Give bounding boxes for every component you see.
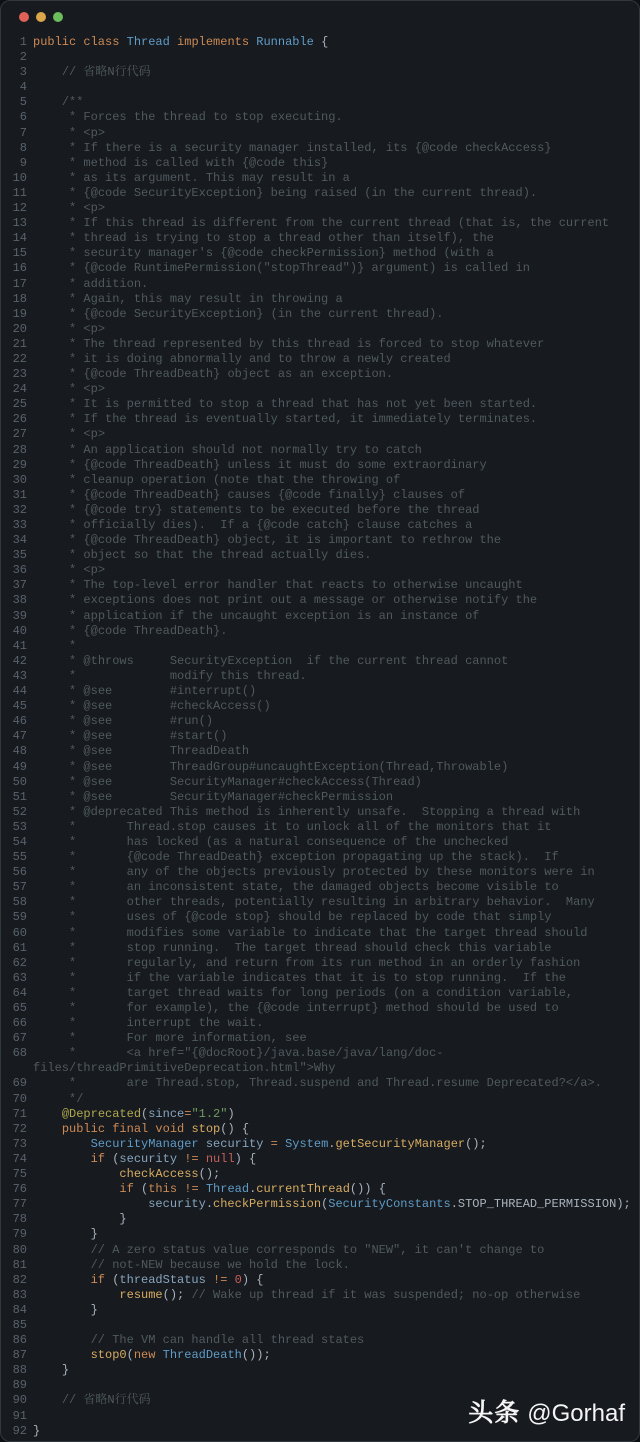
code-line[interactable] xyxy=(1,639,637,654)
code-text: * addition. xyxy=(33,276,149,291)
line-number: 91 xyxy=(12,1408,27,1423)
code-text: if (this != Thread.currentThread()) { xyxy=(119,1182,386,1197)
line-number: 70 xyxy=(12,1091,27,1106)
code-line[interactable] xyxy=(1,820,637,835)
code-line[interactable] xyxy=(1,35,637,50)
code-text: * {@code SecurityException} being raised (in the current thread). xyxy=(33,185,538,200)
code-line[interactable] xyxy=(1,1303,637,1318)
line-number: 25 xyxy=(12,397,27,412)
code-text: * Forces the thread to stop executing. xyxy=(33,110,343,125)
code-line[interactable] xyxy=(1,1363,637,1378)
code-line[interactable] xyxy=(1,593,637,608)
code-text: // 省略N行代码 xyxy=(33,65,151,80)
code-line[interactable] xyxy=(1,1107,637,1122)
code-text: * <p> xyxy=(33,563,106,578)
code-line[interactable] xyxy=(1,865,637,880)
line-number: 75 xyxy=(12,1167,27,1182)
code-text: * For more information, see xyxy=(33,1031,307,1046)
code-line[interactable] xyxy=(1,926,637,941)
maximize-button[interactable] xyxy=(53,12,63,22)
code-line[interactable] xyxy=(1,699,637,714)
code-text: * @see #checkAccess() xyxy=(33,699,271,714)
line-number: 2 xyxy=(19,50,27,65)
line-number: 3 xyxy=(19,65,27,80)
watermark xyxy=(468,1393,625,1429)
code-text: * any of the objects previously protected by these monitors were in xyxy=(33,865,595,880)
line-number: 85 xyxy=(12,1317,27,1332)
code-text: /** xyxy=(33,95,84,110)
code-text: * @throws SecurityException if the current thread cannot xyxy=(33,653,509,668)
line-number: 31 xyxy=(12,487,27,502)
code-text xyxy=(33,50,637,65)
line-number: 21 xyxy=(12,336,27,351)
line-number: 16 xyxy=(12,261,27,276)
line-number: 92 xyxy=(12,1423,27,1438)
code-line[interactable] xyxy=(1,156,637,171)
line-number: 67 xyxy=(12,1031,27,1046)
code-text: * An application should not normally try to catch xyxy=(33,442,422,457)
code-text: * @see #run() xyxy=(33,714,214,729)
line-number: 47 xyxy=(12,729,27,744)
code-text: * stop running. The target thread should check this variable xyxy=(33,940,552,955)
code-line[interactable] xyxy=(1,1152,637,1167)
line-number: 73 xyxy=(12,1136,27,1151)
line-number: 40 xyxy=(12,623,27,638)
line-number: 56 xyxy=(12,865,27,880)
code-line[interactable] xyxy=(1,292,637,307)
code-text: SecurityManager security = System.getSecurityManager(); xyxy=(90,1136,487,1151)
code-text: * @deprecated This method is inherently unsafe. Stopping a thread with xyxy=(33,804,581,819)
code-text: * <p> xyxy=(33,201,106,216)
code-text xyxy=(33,1318,637,1333)
code-line[interactable] xyxy=(1,1212,637,1227)
code-text: * exceptions does not print out a message or otherwise notify the xyxy=(33,593,538,608)
line-number: 39 xyxy=(12,608,27,623)
line-number: 17 xyxy=(12,276,27,291)
code-line[interactable] xyxy=(1,1197,637,1212)
line-number: 36 xyxy=(12,563,27,578)
watermark-handle: @Gorhaf xyxy=(527,1400,625,1427)
line-number: 54 xyxy=(12,834,27,849)
code-text: } xyxy=(33,1302,98,1317)
code-line[interactable] xyxy=(1,1348,637,1363)
code-line[interactable] xyxy=(1,775,637,790)
code-text: * modifies some variable to indicate that the target thread should xyxy=(33,925,588,940)
code-line[interactable] xyxy=(1,1092,637,1107)
code-text: * If there is a security manager installed, its {@code checkAccess} xyxy=(33,140,552,155)
code-text: if (security != null) { xyxy=(90,1151,257,1166)
line-number: 24 xyxy=(12,382,27,397)
line-number: 55 xyxy=(12,850,27,865)
code-line[interactable] xyxy=(1,1258,637,1273)
code-text: * {@code try} statements to be executed before the thread xyxy=(33,502,480,517)
code-text: */ xyxy=(33,1091,84,1106)
code-text: * interrupt the wait. xyxy=(33,1016,264,1031)
line-number: 50 xyxy=(12,774,27,789)
code-line[interactable] xyxy=(1,1227,637,1242)
code-text: * method is called with {@code this} xyxy=(33,155,329,170)
code-text: * {@code ThreadDeath} unless it must do some extraordinary xyxy=(33,457,487,472)
code-text: * If the thread is eventually started, it immediately terminates. xyxy=(33,412,538,427)
code-text: * {@code RuntimePermission("stopThread")} argument) is called in xyxy=(33,261,530,276)
code-text: // 省略N行代码 xyxy=(33,1393,151,1408)
code-text: * Thread.stop causes it to unlock all of the monitors that it xyxy=(33,819,552,834)
code-line[interactable] xyxy=(1,654,637,669)
code-line[interactable] xyxy=(1,518,637,533)
line-number: 41 xyxy=(12,638,27,653)
line-number: 83 xyxy=(12,1287,27,1302)
line-number: 81 xyxy=(12,1257,27,1272)
code-text: * {@code SecurityException} (in the current thread). xyxy=(33,306,444,321)
code-text: * it is doing abnormally and to throw a newly created xyxy=(33,351,451,366)
line-number: 79 xyxy=(12,1227,27,1242)
line-number: 69 xyxy=(12,1076,27,1091)
line-number: 65 xyxy=(12,1001,27,1015)
line-number: 86 xyxy=(12,1333,27,1348)
line-number: 6 xyxy=(19,110,27,125)
line-number: 71 xyxy=(12,1106,27,1121)
line-number: 14 xyxy=(12,231,27,246)
code-text xyxy=(33,80,637,95)
line-number: 84 xyxy=(12,1302,27,1317)
line-number: 59 xyxy=(12,910,27,925)
code-text: * other threads, potentially resulting in arbitrary behavior. Many xyxy=(33,895,595,910)
code-line[interactable] xyxy=(1,684,637,699)
code-line[interactable] xyxy=(1,412,637,427)
code-line[interactable] xyxy=(1,669,637,684)
close-button[interactable] xyxy=(19,12,29,22)
code-text: * {@code ThreadDeath} object as an exception. xyxy=(33,367,394,382)
code-line[interactable] xyxy=(1,1243,637,1258)
code-text: * @see #start() xyxy=(33,729,228,744)
line-number: 18 xyxy=(12,291,27,306)
line-number: 19 xyxy=(12,306,27,321)
code-line[interactable] xyxy=(1,261,637,276)
line-number: 29 xyxy=(12,457,27,472)
line-number: 62 xyxy=(12,955,27,970)
code-text: * The top-level error handler that reacts to otherwise uncaught xyxy=(33,578,523,593)
code-line[interactable] xyxy=(1,1001,637,1016)
line-number: 45 xyxy=(12,699,27,714)
line-number: 32 xyxy=(12,502,27,517)
code-line[interactable] xyxy=(1,201,637,216)
code-text: * <a href="{@docRoot}/java.base/java/lang/doc-files/threadPrimitiveDeprecation.html">Why xyxy=(33,1046,444,1076)
code-text: * {@code ThreadDeath}. xyxy=(33,623,228,638)
line-number: 33 xyxy=(12,518,27,532)
line-number: 52 xyxy=(12,804,27,819)
code-text: * security manager's {@code checkPermission} method (with a xyxy=(33,246,494,261)
code-text: * target thread waits for long periods (on a condition variable, xyxy=(33,985,574,1000)
code-text: * @see ThreadDeath xyxy=(33,744,250,759)
code-line[interactable] xyxy=(1,1288,637,1303)
code-line[interactable] xyxy=(1,624,637,639)
line-number: 26 xyxy=(12,412,27,427)
code-text: } xyxy=(33,1363,70,1378)
code-line[interactable] xyxy=(1,910,637,925)
code-line[interactable] xyxy=(1,1122,637,1137)
code-text: * as its argument. This may result in a xyxy=(33,170,350,185)
line-number: 23 xyxy=(12,367,27,382)
code-line[interactable] xyxy=(1,805,637,820)
line-number: 82 xyxy=(12,1272,27,1287)
code-line[interactable] xyxy=(1,729,637,744)
code-line[interactable] xyxy=(1,277,637,292)
line-number: 11 xyxy=(12,185,27,200)
code-text: } xyxy=(33,1212,127,1227)
line-number: 89 xyxy=(12,1378,27,1393)
code-text: * officially dies). If a {@code catch} clause catches a xyxy=(33,518,473,532)
code-line[interactable] xyxy=(1,1333,637,1348)
code-line[interactable] xyxy=(1,337,637,352)
code-text: * It is permitted to stop a thread that has not yet been started. xyxy=(33,397,538,412)
code-line[interactable] xyxy=(1,880,637,895)
line-number: 8 xyxy=(19,140,27,155)
line-number: 78 xyxy=(12,1212,27,1227)
line-number: 35 xyxy=(12,548,27,563)
line-number: 20 xyxy=(12,321,27,336)
code-text: * has locked (as a natural consequence of the unchecked xyxy=(33,834,509,849)
code-line[interactable] xyxy=(1,1046,637,1076)
line-number: 48 xyxy=(12,744,27,759)
code-text: * @see ThreadGroup#uncaughtException(Thread,Throwable) xyxy=(33,759,509,774)
line-number: 43 xyxy=(12,668,27,683)
code-line[interactable] xyxy=(1,171,637,186)
code-line[interactable] xyxy=(1,367,637,382)
code-text: } xyxy=(33,1227,98,1242)
code-text: * <p> xyxy=(33,125,106,140)
code-line[interactable] xyxy=(1,473,637,488)
code-text: * {@code ThreadDeath} causes {@code finally} clauses of xyxy=(33,487,466,502)
code-line[interactable] xyxy=(1,790,637,805)
line-number: 28 xyxy=(12,442,27,457)
code-text: * <p> xyxy=(33,321,106,336)
code-text: * cleanup operation (note that the throwing of xyxy=(33,472,401,487)
code-line[interactable] xyxy=(1,533,637,548)
line-number: 64 xyxy=(12,985,27,1000)
code-line[interactable] xyxy=(1,986,637,1001)
code-text: // A zero status value corresponds to "NEW", it can't change to xyxy=(33,1242,545,1257)
line-number: 90 xyxy=(12,1393,27,1408)
code-line[interactable] xyxy=(1,609,637,624)
code-line[interactable] xyxy=(1,1031,637,1046)
code-line[interactable] xyxy=(1,578,637,593)
line-number: 4 xyxy=(19,80,27,95)
code-line[interactable] xyxy=(1,1182,637,1197)
line-number: 44 xyxy=(12,684,27,699)
code-line[interactable] xyxy=(1,80,637,95)
code-text: stop0(new ThreadDeath()); xyxy=(90,1348,271,1363)
code-text: * for example), the {@code interrupt} method should be used to xyxy=(33,1001,559,1015)
code-line[interactable] xyxy=(1,216,637,231)
code-line[interactable] xyxy=(1,1076,637,1091)
code-line[interactable] xyxy=(1,458,637,473)
line-number: 74 xyxy=(12,1151,27,1166)
code-line[interactable] xyxy=(1,1137,637,1152)
code-text: * {@code ThreadDeath} object, it is important to rethrow the xyxy=(33,533,502,548)
line-number: 68 xyxy=(12,1046,27,1061)
code-line[interactable] xyxy=(1,95,637,110)
line-number: 66 xyxy=(12,1016,27,1031)
code-line[interactable] xyxy=(1,231,637,246)
code-text: * object so that the thread actually dies. xyxy=(33,548,372,563)
code-line[interactable] xyxy=(1,322,637,337)
line-number: 49 xyxy=(12,759,27,774)
line-number: 88 xyxy=(12,1363,27,1378)
code-text: * regularly, and return from its run method in an orderly fashion xyxy=(33,955,581,970)
code-line[interactable] xyxy=(1,1016,637,1031)
line-number: 37 xyxy=(12,578,27,593)
code-line[interactable] xyxy=(1,50,637,65)
code-text: * modify this thread. xyxy=(33,668,307,683)
code-line[interactable] xyxy=(1,488,637,503)
code-line[interactable] xyxy=(1,397,637,412)
line-number: 61 xyxy=(12,940,27,955)
code-text: * application if the uncaught exception is an instance of xyxy=(33,608,480,623)
code-line[interactable] xyxy=(1,835,637,850)
line-number: 42 xyxy=(12,653,27,668)
code-line[interactable] xyxy=(1,186,637,201)
code-text: @Deprecated(since="1.2") xyxy=(61,1106,235,1121)
code-line[interactable] xyxy=(1,744,637,759)
line-number: 10 xyxy=(12,170,27,185)
code-text: // not-NEW because we hold the lock. xyxy=(33,1257,350,1272)
code-text: * are Thread.stop, Thread.suspend and Thread.resume Deprecated?</a>. xyxy=(33,1076,602,1091)
line-number: 22 xyxy=(12,351,27,366)
code-line[interactable] xyxy=(1,760,637,775)
code-line[interactable] xyxy=(1,563,637,578)
code-line[interactable] xyxy=(1,1273,637,1288)
code-line[interactable] xyxy=(1,714,637,729)
code-text: * If this thread is different from the current thread (that is, the current xyxy=(33,216,610,231)
code-line[interactable] xyxy=(1,427,637,442)
line-number: 34 xyxy=(12,533,27,548)
line-number: 77 xyxy=(12,1197,27,1212)
code-line[interactable] xyxy=(1,307,637,322)
code-line[interactable] xyxy=(1,382,637,397)
code-line[interactable] xyxy=(1,126,637,141)
code-text: public final void stop() { xyxy=(61,1121,250,1136)
code-area[interactable] xyxy=(1,33,639,1439)
line-number: 5 xyxy=(19,95,27,110)
line-number: 7 xyxy=(19,125,27,140)
watermark-brand: 头条 xyxy=(468,1399,521,1427)
code-text: public class Thread implements Runnable { xyxy=(33,35,329,49)
code-line[interactable] xyxy=(1,1318,637,1333)
code-text: if (threadStatus != 0) { xyxy=(90,1272,264,1287)
line-number: 15 xyxy=(12,246,27,261)
line-number: 1 xyxy=(19,35,27,49)
line-number: 60 xyxy=(12,925,27,940)
line-number: 27 xyxy=(12,427,27,442)
line-number: 87 xyxy=(12,1348,27,1363)
code-text: // The VM can handle all thread states xyxy=(33,1333,365,1348)
code-line[interactable] xyxy=(1,503,637,518)
line-number: 30 xyxy=(12,472,27,487)
code-text: * {@code ThreadDeath} exception propagating up the stack). If xyxy=(33,850,559,865)
code-text: * Again, this may result in throwing a xyxy=(33,291,343,306)
code-text: * @see #interrupt() xyxy=(33,684,257,699)
line-number: 53 xyxy=(12,819,27,834)
code-line[interactable] xyxy=(1,1167,637,1182)
code-line[interactable] xyxy=(1,110,637,125)
code-line[interactable] xyxy=(1,443,637,458)
line-number: 80 xyxy=(12,1242,27,1257)
code-text: * if the variable indicates that it is to stop running. If the xyxy=(33,970,566,985)
line-number: 72 xyxy=(12,1121,27,1136)
code-text: * an inconsistent state, the damaged objects become visible to xyxy=(33,880,559,895)
code-text: security.checkPermission(SecurityConstants.STOP_THREAD_PERMISSION); xyxy=(148,1197,631,1212)
code-line[interactable] xyxy=(1,971,637,986)
code-text xyxy=(33,1378,637,1393)
code-line[interactable] xyxy=(1,352,637,367)
line-number: 13 xyxy=(12,216,27,231)
line-number: 76 xyxy=(12,1182,27,1197)
code-text: * @see SecurityManager#checkAccess(Thread) xyxy=(33,774,422,789)
code-text: checkAccess(); xyxy=(119,1167,221,1182)
code-text: * @see SecurityManager#checkPermission xyxy=(33,789,394,804)
code-line[interactable] xyxy=(1,548,637,563)
code-line[interactable] xyxy=(1,895,637,910)
code-text: * The thread represented by this thread is forced to stop whatever xyxy=(33,336,545,351)
code-text: * thread is trying to stop a thread other than itself), the xyxy=(33,231,494,246)
code-line[interactable] xyxy=(1,850,637,865)
line-number: 38 xyxy=(12,593,27,608)
line-number: 63 xyxy=(12,970,27,985)
code-text: resume(); // Wake up thread if it was suspended; no-op otherwise xyxy=(119,1287,581,1302)
code-text: } xyxy=(33,1423,41,1438)
code-line[interactable] xyxy=(1,65,637,80)
code-text: * <p> xyxy=(33,427,106,442)
code-line[interactable] xyxy=(1,1378,637,1393)
code-text: * uses of {@code stop} should be replaced by code that simply xyxy=(33,910,552,925)
code-text: * <p> xyxy=(33,382,106,397)
line-number: 46 xyxy=(12,714,27,729)
line-number: 51 xyxy=(12,789,27,804)
line-number: 9 xyxy=(19,155,27,170)
line-number: 12 xyxy=(12,201,27,216)
code-line[interactable] xyxy=(1,141,637,156)
line-number: 58 xyxy=(12,895,27,910)
line-number: 57 xyxy=(12,880,27,895)
code-line[interactable] xyxy=(1,956,637,971)
code-line[interactable] xyxy=(1,941,637,956)
minimize-button[interactable] xyxy=(36,12,46,22)
code-line[interactable] xyxy=(1,246,637,261)
window-titlebar xyxy=(1,1,639,33)
code-text: * xyxy=(33,638,77,653)
